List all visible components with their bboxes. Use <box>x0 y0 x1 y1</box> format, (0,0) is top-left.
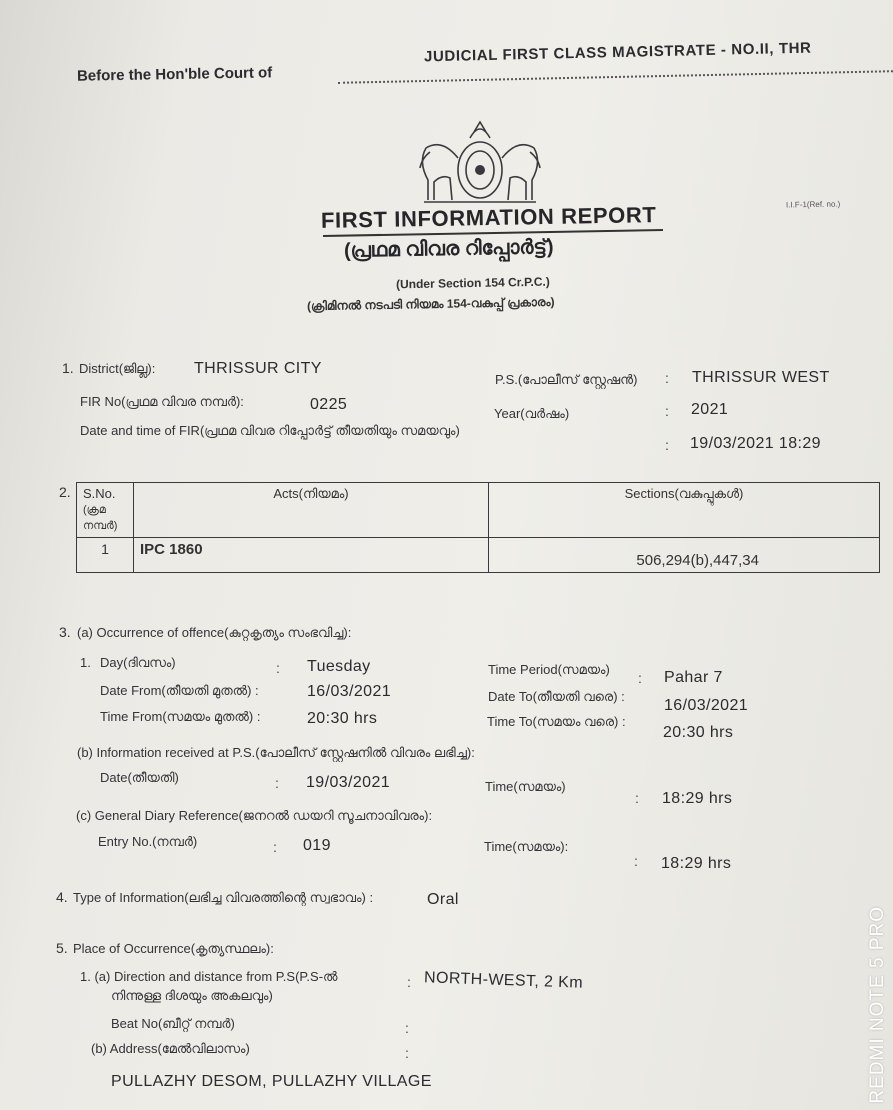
stamp-text: I.I.F-1(Ref. no.) <box>785 199 841 210</box>
info-time-value: 18:29 hrs <box>662 790 733 807</box>
district-label: District(ജില്ല): <box>79 361 156 376</box>
section1-number: 1. <box>62 360 74 376</box>
court-prefix: Before the Hon'ble Court of <box>76 64 273 85</box>
acts-header: Acts(നിയമം) <box>134 483 489 538</box>
address-value: PULLAZHY DESOM, PULLAZHY VILLAGE <box>111 1073 432 1090</box>
info-date-value: 19/03/2021 <box>306 774 391 791</box>
fir-label: FIR No(പ്രഥമ വിവര നമ്പർ): <box>80 394 244 409</box>
ps-value: THRISSUR WEST <box>692 369 830 386</box>
info-received-heading: (b) Information received at P.S.(പോലീസ് സ്റ്റേഷനിൽ വിവരം ലഭിച്ച): <box>77 745 475 760</box>
section2-number: 2. <box>59 484 71 500</box>
info-time-label: Time(സമയം) <box>485 779 566 794</box>
year-label: Year(വർഷം) <box>494 406 570 421</box>
gd-time-value: 18:29 hrs <box>661 855 732 872</box>
gd-time-colon: : <box>634 853 638 869</box>
date-from-value: 16/03/2021 <box>307 683 392 700</box>
table-row <box>77 538 880 573</box>
section5-number: 5. <box>56 940 68 956</box>
info-type-value: Oral <box>427 891 459 908</box>
beat-no-label: Beat No(ബീറ്റ് നമ്പർ) <box>111 1016 235 1031</box>
report-title-malayalam: (പ്രഥമ വിവര റിപ്പോർട്ട്) <box>343 236 554 262</box>
acts-sections-table <box>76 482 880 573</box>
camera-watermark: REDMI NOTE 5 PRO <box>867 906 888 1104</box>
direction-value: NORTH-WEST, 2 Km <box>423 969 584 992</box>
time-from-value: 20:30 hrs <box>307 710 378 727</box>
row-sections: 506,294(b),447,34 <box>489 538 880 573</box>
time-to-value: 20:30 hrs <box>663 724 734 741</box>
date-to-value: 16/03/2021 <box>664 697 749 714</box>
section4-number: 4. <box>56 889 68 905</box>
date-to-label: Date To(തീയതി വരെ) : <box>488 689 625 704</box>
court-name: JUDICIAL FIRST CLASS MAGISTRATE - NO.II, THR <box>423 39 812 66</box>
row-sno: 1 <box>77 538 134 573</box>
district-value: THRISSUR CITY <box>194 360 322 377</box>
address-colon: : <box>405 1045 409 1061</box>
fir-datetime-value: 19/03/2021 18:29 <box>690 435 821 452</box>
info-date-colon: : <box>275 775 279 791</box>
fir-value: 0225 <box>310 396 348 413</box>
direction-label-ml: നിന്നുള്ള ദിശയും അകലവും) <box>111 988 273 1003</box>
year-value: 2021 <box>691 401 729 418</box>
info-time-colon: : <box>635 790 639 806</box>
court-dotted-line <box>338 70 893 84</box>
fir-datetime-label: Date and time of FIR(പ്രഥമ വിവര റിപ്പോർട്ട് തീയതിയും സമയവും) <box>80 423 460 438</box>
report-title: FIRST INFORMATION REPORT <box>320 202 657 233</box>
direction-label: 1. (a) Direction and distance from P.S(P.S-ൽ <box>80 969 338 984</box>
address-label: (b) Address(മേൽവിലാസം) <box>91 1041 250 1056</box>
table-header-row <box>77 483 880 538</box>
info-type-label: Type of Information(ലഭിച്ച വിവരത്തിന്റെ സ്വഭാവം) : <box>73 890 374 905</box>
info-date-label: Date(തീയതി) <box>100 770 179 785</box>
place-heading: Place of Occurrence(കൃത്യസ്ഥലം): <box>73 941 274 956</box>
state-emblem-icon <box>412 118 548 206</box>
direction-colon: : <box>407 974 411 990</box>
ps-label: P.S.(പോലീസ് സ്റ്റേഷൻ) <box>495 372 638 387</box>
general-diary-heading: (c) General Diary Reference(ജനറൽ ഡയറി സൂചനാവിവരം): <box>76 808 433 823</box>
sections-header: Sections(വകുപ്പുകൾ) <box>489 483 880 538</box>
entry-no-value: 019 <box>303 837 331 854</box>
datetime-colon: : <box>665 437 669 453</box>
day-label: Day(ദിവസം) <box>100 655 176 670</box>
sno-header-label-ml: (ക്രമ നമ്പർ) <box>83 504 118 532</box>
occurrence-heading: (a) Occurrence of offence(കുറ്റകൃത്യം സംഭവിച്ച): <box>77 625 352 640</box>
time-period-value: Pahar 7 <box>664 669 723 686</box>
year-colon: : <box>665 403 669 419</box>
date-from-label: Date From(തീയതി മുതൽ) : <box>100 683 259 698</box>
entry-no-label: Entry No.(നമ്പർ) <box>98 834 198 849</box>
gd-time-label: Time(സമയം): <box>484 839 569 854</box>
section-reference-malayalam: (ക്രിമിനൽ നടപടി നിയമം 154-വകുപ്പ് പ്രകാരം) <box>306 294 555 314</box>
time-period-colon: : <box>638 670 642 686</box>
occurrence-sub-number: 1. <box>80 655 91 670</box>
sno-header-label: S.No. <box>83 486 116 501</box>
entry-no-colon: : <box>273 839 277 855</box>
time-to-label: Time To(സമയം വരെ) : <box>487 714 626 729</box>
time-period-label: Time Period(സമയം) <box>488 662 610 677</box>
section3-number: 3. <box>59 624 71 640</box>
day-value: Tuesday <box>307 658 371 675</box>
row-act: IPC 1860 <box>134 538 489 573</box>
section-reference: (Under Section 154 Cr.P.C.) <box>395 274 550 292</box>
day-colon: : <box>276 660 280 676</box>
beat-no-colon: : <box>405 1020 409 1036</box>
sno-header <box>77 483 134 538</box>
time-from-label: Time From(സമയം മുതൽ) : <box>100 709 261 724</box>
ps-colon: : <box>665 370 669 386</box>
